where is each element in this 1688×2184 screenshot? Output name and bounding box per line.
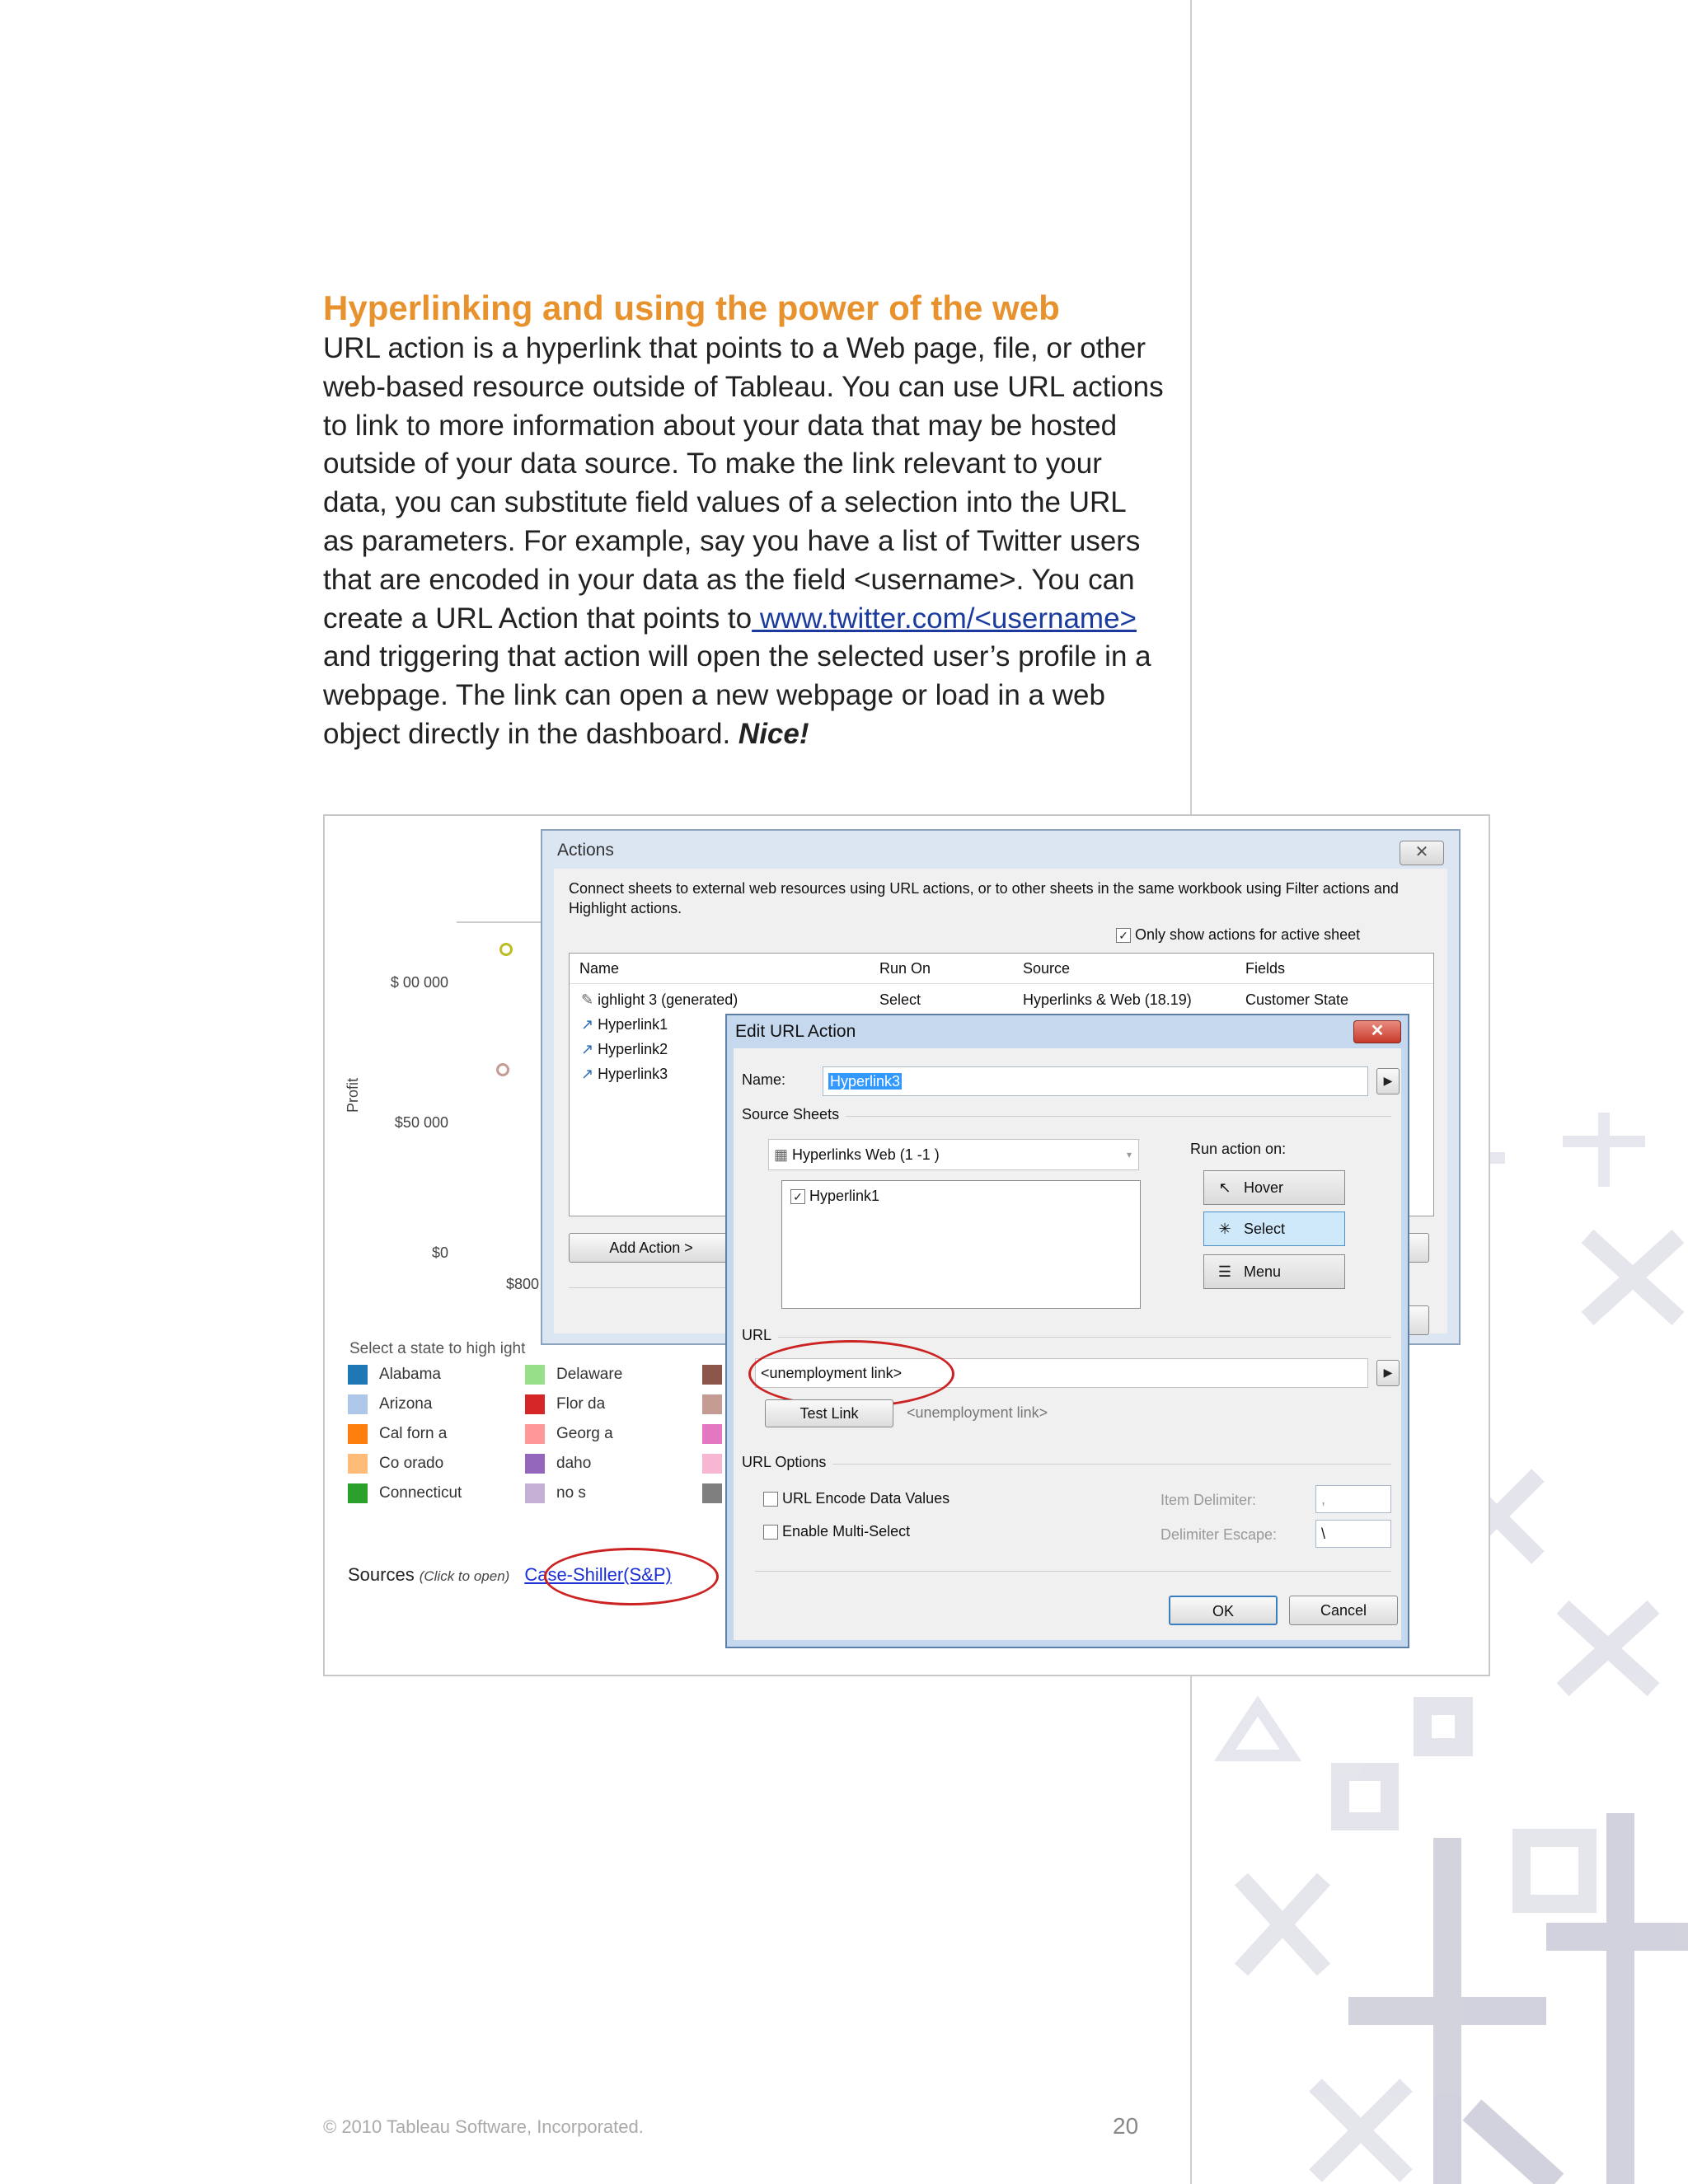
header-divider [570, 983, 1433, 984]
list-item[interactable] [581, 1016, 668, 1033]
highlight-oval [544, 1548, 719, 1605]
checkbox-checked-icon[interactable]: ✓ [790, 1189, 805, 1204]
body-text-1: URL action is a hyperlink that points to a Web page, file, or other web-based resource outside of Tableau. You can use URL actions to link to more information about your data that may be hosted outside of your data source. To make the link relevant to your data, you can substitute field values of a selection into the URL as parameters. For example, say you have a list of Twitter users that are encoded in your data as the field <username>. You can create a URL Action that points to [323, 332, 1164, 635]
list-item[interactable] [581, 1041, 668, 1058]
url-label: URL [742, 1327, 778, 1344]
run-action-on-label: Run action on: [1190, 1141, 1287, 1157]
run-option-label: Select [1244, 1220, 1286, 1237]
url-preview: <unemployment link> [907, 1404, 1048, 1421]
sources-hint: (Click to open) [419, 1568, 510, 1584]
url-value: <unemployment link> [761, 1365, 903, 1381]
y-axis-label: Profit [345, 1077, 361, 1113]
action-name: ighlight 3 (generated) [598, 991, 738, 1008]
run-option-label: Menu [1244, 1263, 1282, 1280]
test-link-button[interactable]: Test Link [765, 1399, 893, 1427]
sheet-item-label: Hyperlink1 [809, 1188, 880, 1204]
name-field[interactable] [823, 1066, 1368, 1096]
action-source: Hyperlinks & Web (18.19) [1023, 991, 1192, 1008]
multi-select-option[interactable] [763, 1523, 910, 1540]
legend-item[interactable] [525, 1483, 586, 1503]
dialog-title: Edit URL Action [735, 1022, 856, 1041]
url-options-label: URL Options [742, 1454, 832, 1471]
section-rule [742, 1337, 1391, 1338]
legend-item[interactable] [348, 1365, 441, 1385]
copyright: © 2010 Tableau Software, Incorporated. [323, 2116, 644, 2137]
legend-title: Select a state to high ight [349, 1340, 526, 1357]
item-delimiter-field[interactable]: , [1315, 1485, 1391, 1513]
cancel-button[interactable]: Cancel [1289, 1596, 1398, 1625]
column-header[interactable]: Source [1023, 960, 1071, 977]
screenshot-figure [323, 814, 1490, 1676]
legend-label: daho [556, 1455, 592, 1472]
legend-swatch [348, 1454, 368, 1474]
legend-swatch [348, 1365, 368, 1385]
column-header[interactable]: Run On [879, 960, 931, 977]
legend-swatch [348, 1424, 368, 1444]
source-sheet-select[interactable] [768, 1139, 1139, 1170]
legend-item[interactable] [348, 1483, 462, 1503]
legend-label: no s [556, 1484, 586, 1502]
body-emphasis: Nice! [738, 717, 809, 750]
only-show-label: Only show actions for active sheet [1135, 926, 1361, 943]
select-cursor-icon: ✳ [1218, 1220, 1231, 1237]
legend-item[interactable] [525, 1394, 605, 1414]
pencil-icon: ✎ [581, 991, 594, 1008]
highlight-oval [748, 1340, 954, 1408]
legend-item[interactable] [525, 1424, 613, 1444]
legend-swatch [525, 1394, 545, 1414]
legend-swatch [348, 1483, 368, 1503]
legend-item[interactable] [348, 1424, 447, 1444]
y-tick-top: $ 00 000 [390, 974, 448, 991]
sheet-select-value: Hyperlinks Web (1 -1 ) [792, 1146, 940, 1163]
legend-item[interactable] [525, 1454, 591, 1474]
twitter-link[interactable]: www.twitter.com/<username> [752, 602, 1137, 635]
legend-label: Flor da [556, 1395, 606, 1413]
legend-label: Cal forn a [379, 1425, 448, 1442]
checkbox-unchecked-icon[interactable] [763, 1525, 778, 1540]
legend-swatch [702, 1424, 722, 1444]
legend-label: Delaware [556, 1366, 623, 1383]
section-rule [742, 1464, 1391, 1465]
legend-label: Alabama [379, 1366, 441, 1383]
dashboard-icon: ▦ [774, 1146, 789, 1163]
menu-cursor-icon: ☰ [1217, 1263, 1232, 1280]
body-text-2: and triggering that action will open the selected user’s profile in a webpage. The link can open a new webpage or load in a web object directly in the dashboard. [323, 640, 1151, 750]
column-header[interactable]: Fields [1245, 960, 1286, 977]
list-item[interactable] [581, 991, 1349, 1009]
delimiter-escape-field[interactable]: \ [1315, 1520, 1391, 1548]
action-name: Hyperlink2 [598, 1041, 668, 1057]
legend-swatch [525, 1454, 545, 1474]
close-icon[interactable]: ✕ [1353, 1020, 1401, 1043]
case-shiller-link[interactable]: Case-Shiller(S&P) [524, 1564, 672, 1585]
insert-field-arrow-icon[interactable]: ▶ [1376, 1068, 1400, 1094]
checkbox-checked-icon[interactable]: ✓ [1116, 928, 1131, 943]
legend-swatch [702, 1483, 722, 1503]
action-name: Hyperlink1 [598, 1016, 668, 1033]
data-point[interactable] [496, 1063, 509, 1076]
y-tick-mid: $50 000 [394, 1114, 448, 1131]
dialog-separator [755, 1571, 1391, 1572]
legend-item[interactable] [348, 1454, 443, 1474]
menu-button[interactable] [1203, 1254, 1345, 1289]
legend-swatch [702, 1454, 722, 1474]
legend-item[interactable] [348, 1394, 432, 1414]
ok-button[interactable]: OK [1169, 1596, 1278, 1625]
add-action-button[interactable]: Add Action > [569, 1233, 734, 1263]
action-name: Hyperlink3 [598, 1066, 668, 1082]
close-icon[interactable]: ✕ [1400, 841, 1444, 865]
legend-label: Connecticut [379, 1484, 462, 1502]
legend-swatch [525, 1424, 545, 1444]
encode-label: URL Encode Data Values [782, 1490, 950, 1507]
link-icon: ↗ [581, 1066, 594, 1082]
sheet-list [781, 1180, 1141, 1309]
legend-swatch [525, 1483, 545, 1503]
name-label: Name: [742, 1071, 786, 1088]
action-run-on: Select [879, 991, 921, 1008]
page-number: 20 [1113, 2113, 1139, 2139]
multi-select-label: Enable Multi-Select [782, 1523, 911, 1540]
legend-label: Co orado [379, 1455, 444, 1472]
edit-url-action-dialog [725, 1014, 1409, 1648]
sheet-list-item[interactable] [790, 1188, 879, 1205]
run-option-label: Hover [1244, 1179, 1284, 1196]
list-item[interactable] [581, 1066, 668, 1083]
legend-swatch [702, 1394, 722, 1414]
dialog-title: Actions [557, 841, 614, 860]
data-point[interactable] [499, 943, 513, 956]
sources-label: Sources [348, 1564, 415, 1585]
column-header[interactable]: Name [579, 960, 620, 977]
dropdown-icon: ▾ [1126, 1149, 1132, 1160]
chart-axis-line [457, 921, 542, 923]
legend-swatch [348, 1394, 368, 1414]
only-show-option[interactable] [1116, 926, 1360, 944]
body-paragraph [323, 330, 1164, 754]
checkbox-unchecked-icon[interactable] [763, 1492, 778, 1507]
item-delimiter-label: Item Delimiter: [1160, 1492, 1257, 1508]
legend-label: Arizona [379, 1395, 433, 1413]
legend-label: Georg a [556, 1425, 613, 1442]
section-heading: Hyperlinking and using the power of the web [323, 288, 1060, 327]
x-tick: $800 [505, 1276, 539, 1292]
source-sheets-label: Source Sheets [742, 1106, 846, 1123]
dialog-body [734, 1048, 1401, 1640]
y-tick-zero: $0 [431, 1244, 448, 1261]
dialog-description: Connect sheets to external web resources using URL actions, or to other sheets in the same workbook using Filter actions and Highlight actions. [569, 880, 1399, 916]
link-icon: ↗ [581, 1016, 594, 1033]
link-icon: ↗ [581, 1041, 594, 1057]
select-button[interactable] [1203, 1212, 1345, 1246]
pointer-icon: ↖ [1218, 1179, 1231, 1196]
name-value: Hyperlink3 [830, 1073, 901, 1090]
hover-button[interactable] [1203, 1170, 1345, 1205]
encode-option[interactable] [763, 1490, 950, 1507]
action-fields: Customer State [1245, 991, 1349, 1008]
legend-swatch [702, 1365, 722, 1385]
insert-field-arrow-icon[interactable]: ▶ [1376, 1360, 1400, 1386]
legend-item[interactable] [525, 1365, 622, 1385]
delimiter-escape-label: Delimiter Escape: [1160, 1526, 1278, 1543]
legend-swatch [525, 1365, 545, 1385]
